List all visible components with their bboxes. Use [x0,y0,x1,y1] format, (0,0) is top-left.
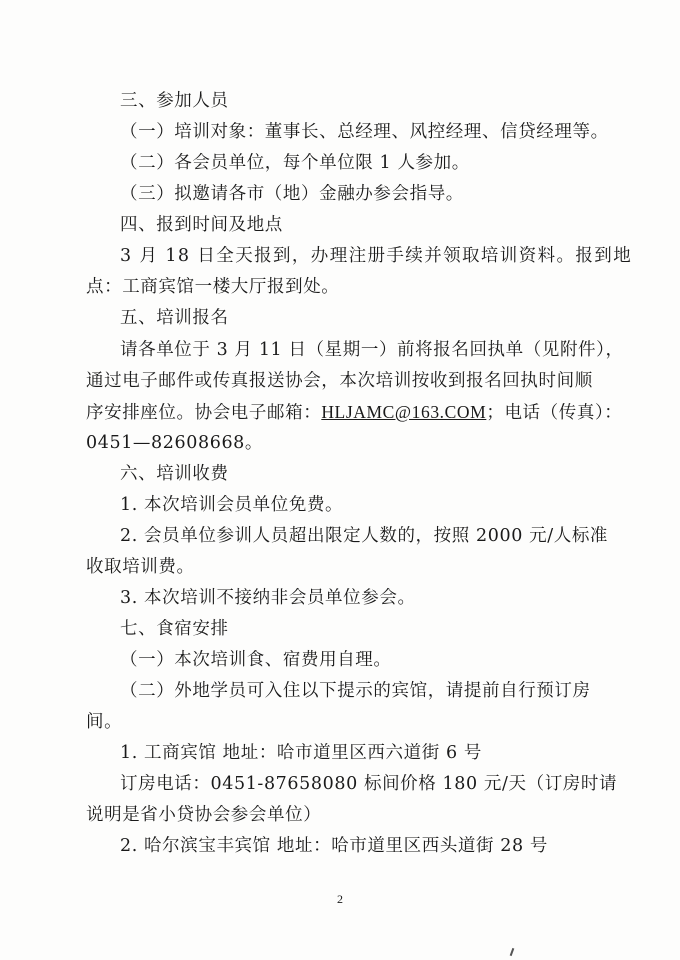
section3-item-1: （一）培训对象：董事长、总经理、风控经理、信贷经理等。 [120,122,609,142]
section4-line-2: 点：工商宾馆一楼大厅报到处。 [86,277,340,297]
section7-line-4: 1. 工商宾馆 地址：哈市道里区西六道街 6 号 [120,743,482,763]
association-email: HLJAMC@163.COM [321,402,487,422]
section4-line-1: 3 月 18 日全天报到，办理注册手续并领取培训资料。报到地 [120,246,633,266]
section4-heading: 四、报到时间及地点 [120,215,283,235]
section6-line-1: 1. 本次培训会员单位免费。 [120,495,344,515]
section7-heading: 七、食宿安排 [120,619,229,639]
section5-line-2: 通过电子邮件或传真报送协会，本次培训按收到报名回执时间顺 [86,371,593,391]
section5-line-3-text: 序安排座位。协会电子邮箱： [86,403,322,423]
section7-line-2: （二）外地学员可入住以下提示的宾馆，请提前自行预订房 [120,681,591,701]
section5-line-3-phone-label: ；电话（传真）： [486,403,623,423]
section6-line-2: 2. 会员单位参训人员超出限定人数的，按照 2000 元/人标准 [120,526,609,546]
section7-line-6: 说明是省小贷协会参会单位） [86,805,322,825]
section3-heading: 三、参加人员 [120,91,229,111]
section6-line-3: 收取培训费。 [86,557,195,577]
scan-mark [510,948,515,956]
section6-heading: 六、培训收费 [120,464,229,484]
section5-line-3 [86,401,623,424]
section3-item-2: （二）各会员单位，每个单位限 1 人参加。 [120,153,470,173]
section5-heading: 五、培训报名 [120,308,229,328]
section5-line-1: 请各单位于 3 月 11 日（星期一）前将报名回执单（见附件）， [120,340,624,360]
section6-line-4: 3. 本次培训不接纳非会员单位参会。 [120,588,416,608]
section7-line-7: 2. 哈尔滨宝丰宾馆 地址：哈市道里区西头道街 28 号 [120,836,549,856]
section5-line-4: 0451—82608668。 [86,433,264,453]
section3-item-3: （三）拟邀请各市（地）金融办参会指导。 [120,184,464,204]
section7-line-5: 订房电话：0451-87658080 标间价格 180 元/天（订房时请 [120,774,618,794]
section7-line-1: （一）本次培训食、宿费用自理。 [120,650,392,670]
page-number: 2 [337,892,343,906]
section7-line-3: 间。 [86,712,123,732]
